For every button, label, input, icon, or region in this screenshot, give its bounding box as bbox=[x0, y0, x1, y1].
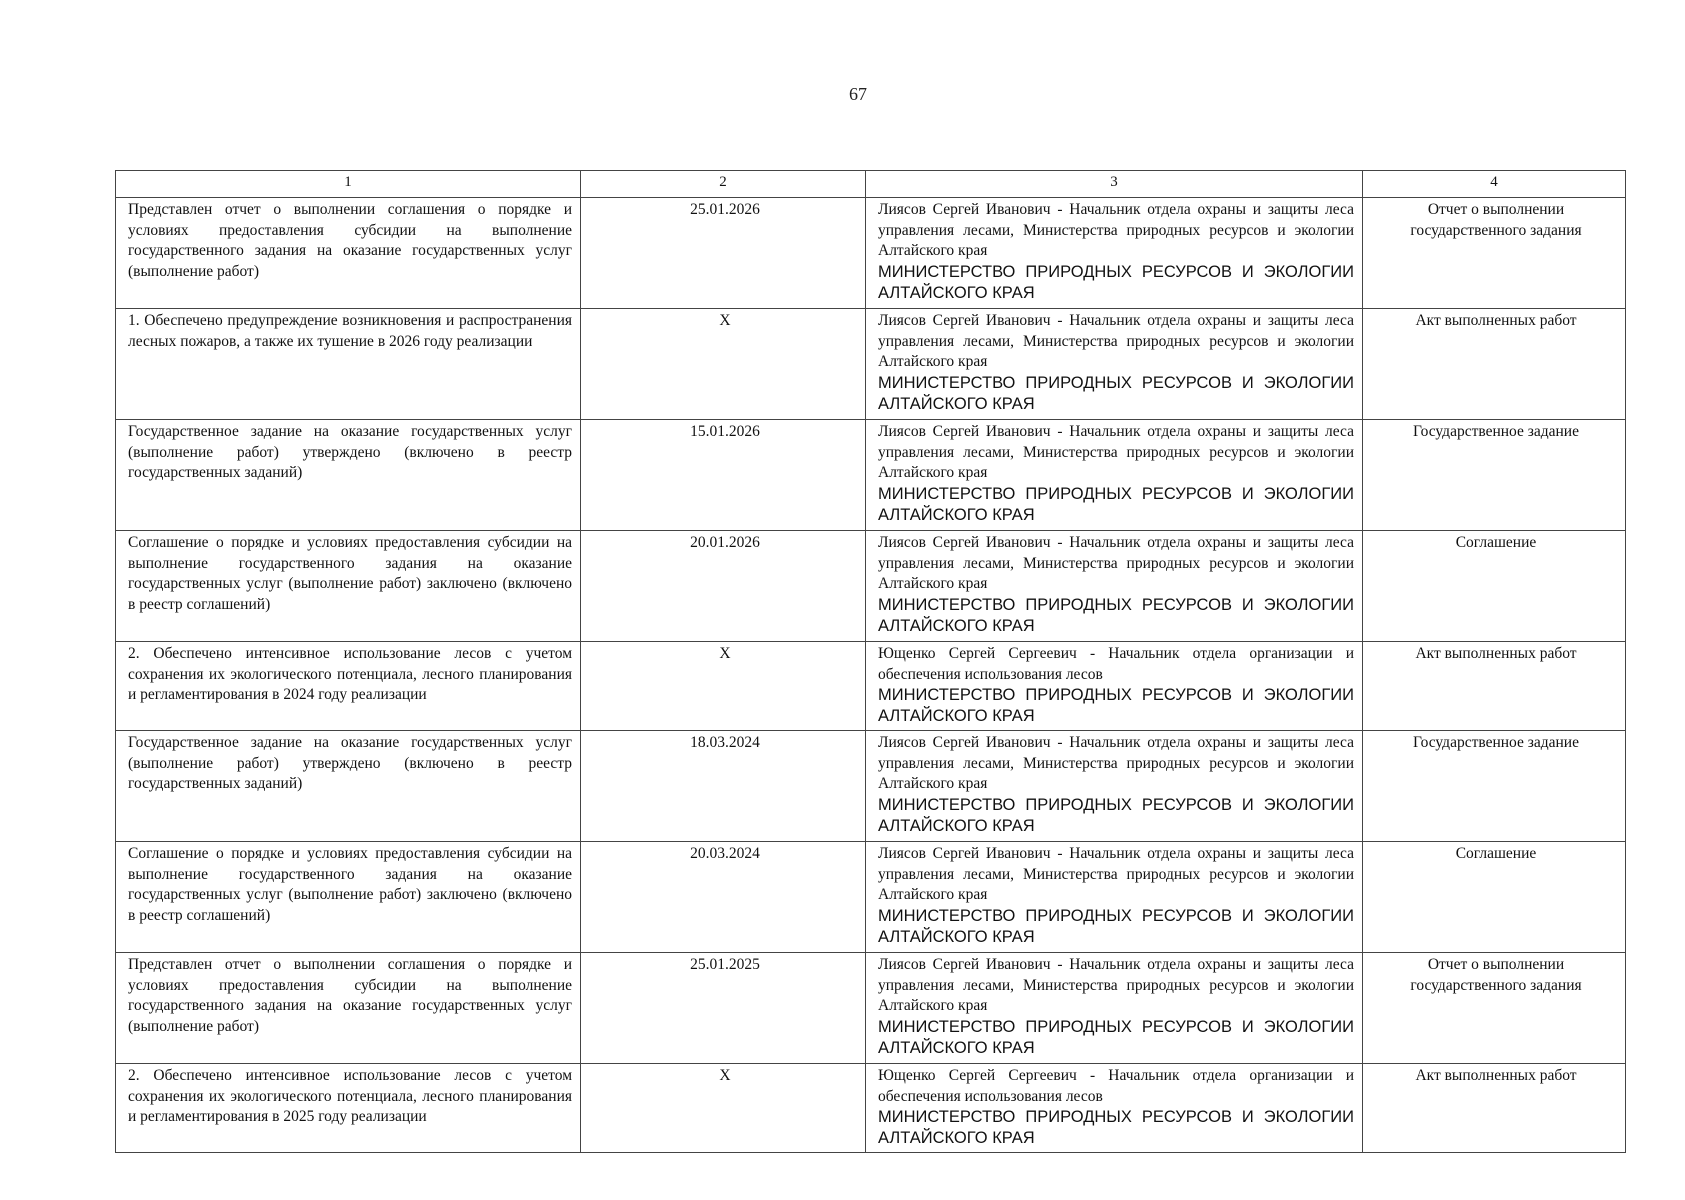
responsible-person: Лиясов Сергей Иванович - Начальник отдела охраны и защиты леса управления лесами, Министерства природных ресурсов и экологии Алтайского края bbox=[878, 423, 1354, 481]
document-cell: Акт выполненных работ bbox=[1363, 309, 1626, 420]
date-cell: 25.01.2026 bbox=[581, 198, 866, 309]
table-row bbox=[116, 1064, 1626, 1153]
description-cell: Соглашение о порядке и условиях предоставления субсидии на выполнение государственного задания на оказание государственных услуг (выполнение работ) заключено (включено в реестр соглашений) bbox=[116, 531, 581, 642]
responsible-person: Ющенко Сергей Сергеевич - Начальник отдела организации и обеспечения использования лесов bbox=[878, 1067, 1354, 1105]
table-row bbox=[116, 953, 1626, 1064]
ministry-name: МИНИСТЕРСТВО ПРИРОДНЫХ РЕСУРСОВ И ЭКОЛОГИИ АЛТАЙСКОГО КРАЯ bbox=[878, 595, 1354, 635]
description-cell: Соглашение о порядке и условиях предоставления субсидии на выполнение государственного задания на оказание государственных услуг (выполнение работ) заключено (включено в реестр соглашений) bbox=[116, 842, 581, 953]
responsible-cell bbox=[866, 731, 1363, 842]
header-row bbox=[116, 171, 1626, 198]
ministry-name: МИНИСТЕРСТВО ПРИРОДНЫХ РЕСУРСОВ И ЭКОЛОГИИ АЛТАЙСКОГО КРАЯ bbox=[878, 686, 1354, 725]
ministry-name: МИНИСТЕРСТВО ПРИРОДНЫХ РЕСУРСОВ И ЭКОЛОГИИ АЛТАЙСКОГО КРАЯ bbox=[878, 373, 1354, 413]
date-cell: X bbox=[581, 642, 866, 731]
document-cell: Акт выполненных работ bbox=[1363, 642, 1626, 731]
description-cell: 2. Обеспечено интенсивное использование лесов с учетом сохранения их экологического потенциала, лесного планирования и регламентирования в 2025 году реализации bbox=[116, 1064, 581, 1153]
responsible-cell bbox=[866, 1064, 1363, 1153]
date-cell: 20.03.2024 bbox=[581, 842, 866, 953]
document-cell: Отчет о выполнении государственного задания bbox=[1363, 953, 1626, 1064]
description-cell: 1. Обеспечено предупреждение возникновения и распространения лесных пожаров, а также их тушение в 2026 году реализации bbox=[116, 309, 581, 420]
ministry-name: МИНИСТЕРСТВО ПРИРОДНЫХ РЕСУРСОВ И ЭКОЛОГИИ АЛТАЙСКОГО КРАЯ bbox=[878, 1017, 1354, 1057]
responsible-cell bbox=[866, 420, 1363, 531]
responsible-person: Ющенко Сергей Сергеевич - Начальник отдела организации и обеспечения использования лесов bbox=[878, 645, 1354, 683]
plan-table bbox=[115, 170, 1626, 1153]
document-cell: Соглашение bbox=[1363, 531, 1626, 642]
ministry-name: МИНИСТЕРСТВО ПРИРОДНЫХ РЕСУРСОВ И ЭКОЛОГИИ АЛТАЙСКОГО КРАЯ bbox=[878, 484, 1354, 524]
table-header bbox=[116, 171, 1626, 198]
page-number: 67 bbox=[849, 84, 867, 104]
table-row bbox=[116, 731, 1626, 842]
document-cell: Соглашение bbox=[1363, 842, 1626, 953]
column-header-2: 2 bbox=[581, 171, 866, 198]
table-row bbox=[116, 420, 1626, 531]
responsible-cell bbox=[866, 842, 1363, 953]
date-cell: 18.03.2024 bbox=[581, 731, 866, 842]
responsible-person: Лиясов Сергей Иванович - Начальник отдела охраны и защиты леса управления лесами, Министерства природных ресурсов и экологии Алтайского края bbox=[878, 534, 1354, 592]
document-cell: Акт выполненных работ bbox=[1363, 1064, 1626, 1153]
date-cell: 15.01.2026 bbox=[581, 420, 866, 531]
date-cell: X bbox=[581, 1064, 866, 1153]
table-row bbox=[116, 531, 1626, 642]
ministry-name: МИНИСТЕРСТВО ПРИРОДНЫХ РЕСУРСОВ И ЭКОЛОГИИ АЛТАЙСКОГО КРАЯ bbox=[878, 906, 1354, 946]
document-cell: Государственное задание bbox=[1363, 420, 1626, 531]
date-cell: 20.01.2026 bbox=[581, 531, 866, 642]
column-header-1: 1 bbox=[116, 171, 581, 198]
responsible-person: Лиясов Сергей Иванович - Начальник отдела охраны и защиты леса управления лесами, Министерства природных ресурсов и экологии Алтайского края bbox=[878, 956, 1354, 1014]
column-header-4: 4 bbox=[1363, 171, 1626, 198]
column-header-3: 3 bbox=[866, 171, 1363, 198]
date-cell: X bbox=[581, 309, 866, 420]
document-cell: Государственное задание bbox=[1363, 731, 1626, 842]
table-row bbox=[116, 842, 1626, 953]
ministry-name: МИНИСТЕРСТВО ПРИРОДНЫХ РЕСУРСОВ И ЭКОЛОГИИ АЛТАЙСКОГО КРАЯ bbox=[878, 1108, 1354, 1147]
description-cell: 2. Обеспечено интенсивное использование лесов с учетом сохранения их экологического потенциала, лесного планирования и регламентирования в 2024 году реализации bbox=[116, 642, 581, 731]
description-cell: Государственное задание на оказание государственных услуг (выполнение работ) утверждено (включено в реестр государственных заданий) bbox=[116, 731, 581, 842]
responsible-person: Лиясов Сергей Иванович - Начальник отдела охраны и защиты леса управления лесами, Министерства природных ресурсов и экологии Алтайского края bbox=[878, 312, 1354, 370]
responsible-cell bbox=[866, 198, 1363, 309]
description-cell: Представлен отчет о выполнении соглашения о порядке и условиях предоставления субсидии на выполнение государственного задания на оказание государственных услуг (выполнение работ) bbox=[116, 953, 581, 1064]
document-cell: Отчет о выполнении государственного задания bbox=[1363, 198, 1626, 309]
responsible-cell bbox=[866, 531, 1363, 642]
description-cell: Представлен отчет о выполнении соглашения о порядке и условиях предоставления субсидии на выполнение государственного задания на оказание государственных услуг (выполнение работ) bbox=[116, 198, 581, 309]
ministry-name: МИНИСТЕРСТВО ПРИРОДНЫХ РЕСУРСОВ И ЭКОЛОГИИ АЛТАЙСКОГО КРАЯ bbox=[878, 795, 1354, 835]
table-row bbox=[116, 309, 1626, 420]
table-row bbox=[116, 642, 1626, 731]
responsible-person: Лиясов Сергей Иванович - Начальник отдела охраны и защиты леса управления лесами, Министерства природных ресурсов и экологии Алтайского края bbox=[878, 201, 1354, 259]
responsible-cell bbox=[866, 309, 1363, 420]
date-cell: 25.01.2025 bbox=[581, 953, 866, 1064]
table-body bbox=[116, 198, 1626, 1153]
responsible-person: Лиясов Сергей Иванович - Начальник отдела охраны и защиты леса управления лесами, Министерства природных ресурсов и экологии Алтайского края bbox=[878, 845, 1354, 903]
responsible-cell bbox=[866, 953, 1363, 1064]
table-row bbox=[116, 198, 1626, 309]
description-cell: Государственное задание на оказание государственных услуг (выполнение работ) утверждено (включено в реестр государственных заданий) bbox=[116, 420, 581, 531]
responsible-person: Лиясов Сергей Иванович - Начальник отдела охраны и защиты леса управления лесами, Министерства природных ресурсов и экологии Алтайского края bbox=[878, 734, 1354, 792]
responsible-cell bbox=[866, 642, 1363, 731]
ministry-name: МИНИСТЕРСТВО ПРИРОДНЫХ РЕСУРСОВ И ЭКОЛОГИИ АЛТАЙСКОГО КРАЯ bbox=[878, 262, 1354, 302]
